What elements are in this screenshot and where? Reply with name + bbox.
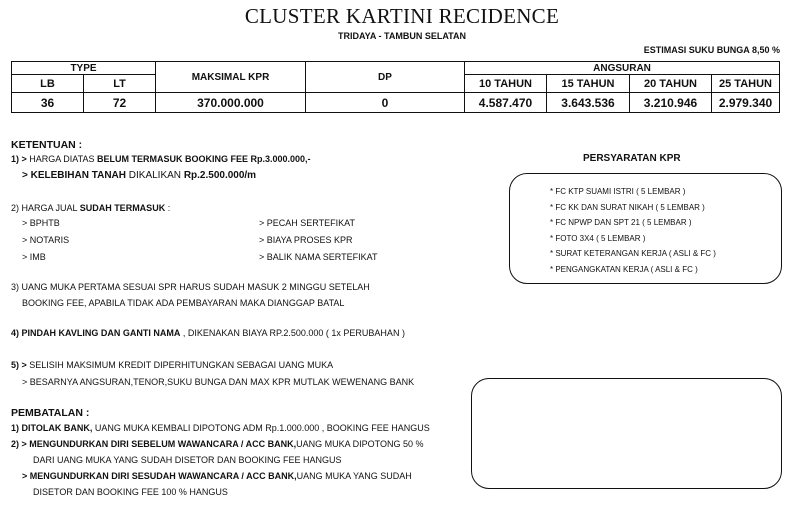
type-header: TYPE: [12, 62, 156, 75]
installment-value: 2.979.340: [712, 93, 780, 113]
page-subtitle: TRIDAYA - TAMBUN SELATAN: [338, 31, 466, 41]
empty-rounded-box: [471, 378, 782, 489]
ketentuan-heading: KETENTUAN :: [11, 139, 83, 151]
pembatalan-item-1: 1) DITOLAK BANK, UANG MUKA KEMBALI DIPOTONG ADM Rp.1.000.000 , BOOKING FEE HANGUS: [11, 423, 430, 433]
pembatalan-item-3-line-2: DISETOR DAN BOOKING FEE 100 % HANGUS: [33, 487, 228, 497]
included-item: > PECAH SERTEFIKAT: [259, 218, 355, 228]
list-item: * FC KK DAN SURAT NIKAH ( 5 LEMBAR ): [550, 202, 705, 212]
kpr-value: 370.000.000: [156, 93, 306, 113]
ketentuan-item-5: 5) > SELISIH MAKSIMUM KREDIT DIPERHITUNGKAN SEBAGAI UANG MUKA: [11, 360, 334, 370]
dp-value: 0: [306, 93, 465, 113]
tenor-header: 25 TAHUN: [712, 75, 780, 93]
lb-value: 36: [12, 93, 84, 113]
tenor-header: 20 TAHUN: [630, 75, 712, 93]
included-item: > NOTARIS: [22, 235, 70, 245]
installment-value: 3.210.946: [630, 93, 712, 113]
price-table: [11, 61, 780, 113]
pembatalan-item-3: > MENGUNDURKAN DIRI SESUDAH WAWANCARA / ACC BANK,UANG MUKA YANG SUDAH: [22, 471, 412, 481]
pembatalan-item-2-line-2: DARI UANG MUKA YANG SUDAH DISETOR DAN BOOKING FEE HANGUS: [33, 455, 342, 465]
list-item: * SURAT KETERANGAN KERJA ( ASLI & FC ): [550, 249, 716, 258]
persyaratan-list: [510, 174, 781, 277]
included-item: > BPHTB: [22, 218, 60, 228]
ketentuan-item-3: 3) UANG MUKA PERTAMA SESUAI SPR HARUS SUDAH MASUK 2 MINGGU SETELAH: [11, 282, 370, 292]
pembatalan-heading: PEMBATALAN :: [11, 407, 90, 419]
ketentuan-item-3-line-2: BOOKING FEE, APABILA TIDAK ADA PEMBAYARAN MAKA DIANGGAP BATAL: [22, 298, 345, 308]
included-item: > IMB: [22, 252, 46, 262]
persyaratan-box: [509, 173, 782, 284]
list-item: * PENGANGKATAN KERJA ( ASLI & FC ): [550, 264, 698, 274]
ketentuan-item-5-line-2: > BESARNYA ANGSURAN,TENOR,SUKU BUNGA DAN MAX KPR MUTLAK WEWENANG BANK: [22, 377, 415, 387]
ketentuan-item-4: 4) PINDAH KAVLING DAN GANTI NAMA , DIKENAKAN BIAYA RP.2.500.000 ( 1x PERUBAHAN ): [11, 328, 405, 338]
tenor-header: 15 TAHUN: [547, 75, 630, 93]
pembatalan-item-2: 2) > MENGUNDURKAN DIRI SEBELUM WAWANCARA / ACC BANK,UANG MUKA DIPOTONG 50 %: [11, 439, 424, 449]
page-title: CLUSTER KARTINI RECIDENCE: [244, 4, 560, 28]
tenor-header: 10 TAHUN: [465, 75, 547, 93]
dp-header: DP: [306, 62, 465, 93]
list-item: * FOTO 3X4 ( 5 LEMBAR ): [550, 233, 646, 243]
lb-header: LB: [12, 75, 84, 93]
lt-value: 72: [84, 93, 156, 113]
installment-value: 3.643.536: [547, 93, 630, 113]
ketentuan-item-2: 2) HARGA JUAL SUDAH TERMASUK :: [11, 203, 171, 213]
list-item: * FC NPWP DAN SPT 21 ( 5 LEMBAR ): [550, 218, 692, 227]
table-row: [12, 93, 780, 113]
installment-value: 4.587.470: [465, 93, 547, 113]
list-item: * FC KTP SUAMI ISTRI ( 5 LEMBAR ): [550, 187, 686, 196]
included-item: > BIAYA PROSES KPR: [259, 235, 353, 245]
included-item: > BALIK NAMA SERTEFIKAT: [259, 252, 378, 262]
kpr-header: MAKSIMAL KPR: [156, 62, 306, 93]
persyaratan-title: PERSYARATAN KPR: [583, 153, 681, 164]
interest-rate-note: ESTIMASI SUKU BUNGA 8,50 %: [643, 45, 780, 55]
ketentuan-item-1: 1) > HARGA DIATAS BELUM TERMASUK BOOKING FEE Rp.3.000.000,-: [11, 154, 311, 164]
lt-header: LT: [84, 75, 156, 93]
angsuran-header: ANGSURAN: [465, 62, 780, 75]
ketentuan-item-1-line-2: > KELEBIHAN TANAH DIKALIKAN Rp.2.500.000/m: [22, 170, 257, 181]
